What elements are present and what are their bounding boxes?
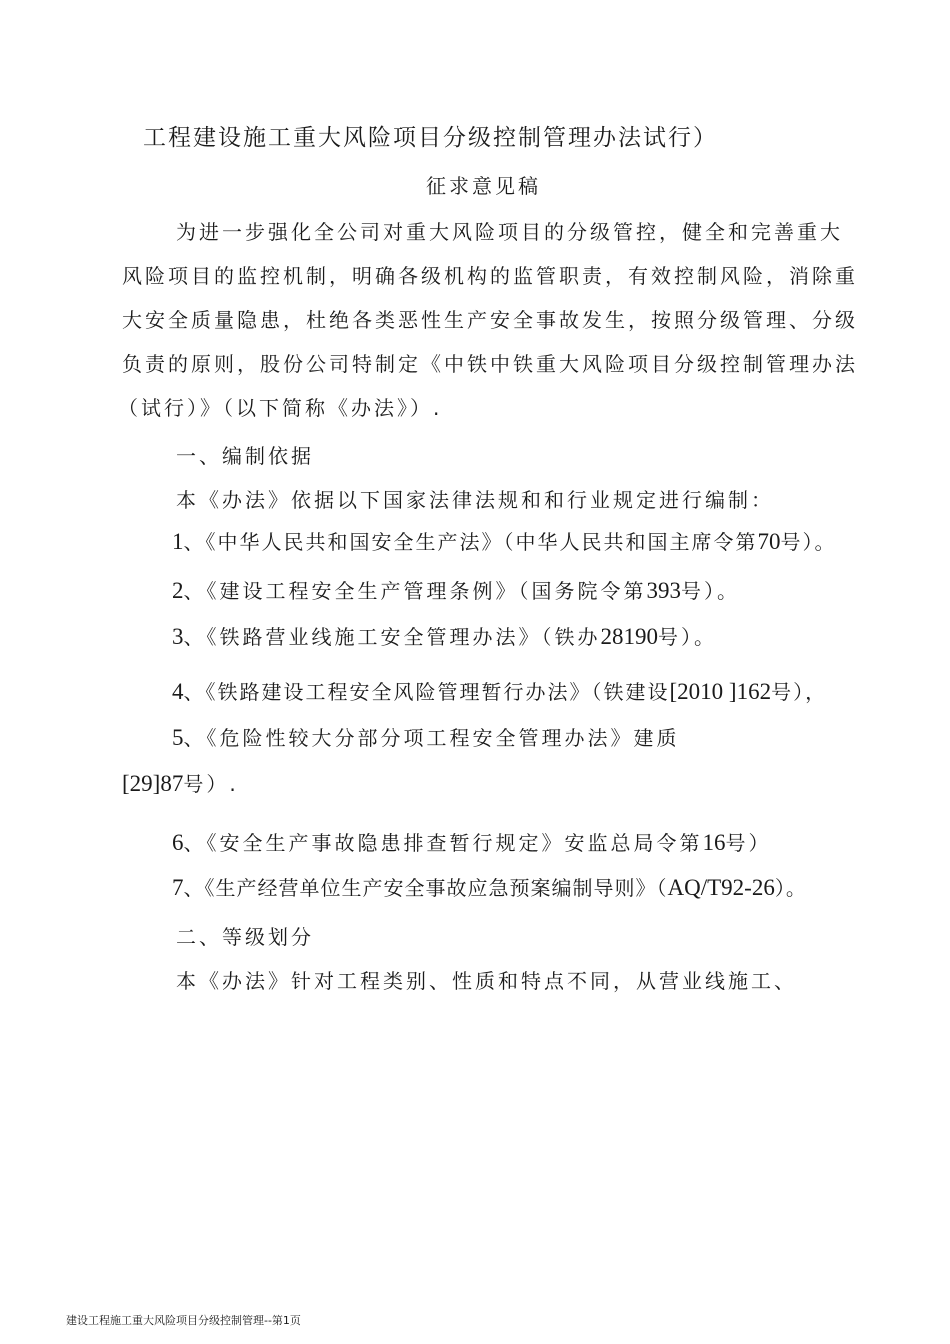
basis-item-2 <box>172 577 740 605</box>
item-tail: 号）。 <box>658 625 717 649</box>
section-heading-grading: 二、等级划分 <box>176 925 314 949</box>
item-tail: 号）。 <box>681 579 740 603</box>
item-text: 、《安全生产事故隐患排查暂行规定》安监总局令第 <box>183 831 703 855</box>
intro-line-1: 为进一步强化全公司对重大风险项目的分级管控，健全和完善重大 <box>176 220 843 244</box>
basis-item-4 <box>172 678 827 706</box>
item-text: 、《铁路建设工程安全风险管理暂行办法》（铁建设 <box>183 680 670 704</box>
item-code: 393 <box>646 578 681 603</box>
intro-line-2: 风险项目的监控机制，明确各级机构的监管职责，有效控制风险，消除重 <box>122 264 858 288</box>
item-tail: 号）。 <box>780 530 837 554</box>
item-tail: 号）. <box>183 772 239 796</box>
basis-item-7 <box>172 874 807 902</box>
item-number: 2 <box>172 578 184 603</box>
item-text: 、《中华人民共和国安全生产法》（中华人民共和国主席令第 <box>183 530 758 554</box>
page-footer: 建设工程施工重大风险项目分级控制管理--第1页 <box>66 1314 301 1327</box>
item-tail: 号）， <box>771 680 828 704</box>
intro-line-3: 大安全质量隐患，杜绝各类恶性生产安全事故发生，按照分级管理、分级 <box>122 308 858 332</box>
basis-item-1 <box>172 528 837 556</box>
item-text: 、《铁路营业线施工安全管理办法》（铁办 <box>183 625 601 649</box>
item-number: 3 <box>172 624 184 649</box>
item-tail: 号） <box>725 831 772 855</box>
intro-line-5: （试行）》（以下简称《办法》）. <box>118 396 443 420</box>
item-tail: ）。 <box>774 876 807 900</box>
item-code: AQ/T92-26 <box>667 875 775 900</box>
basis-item-6 <box>172 829 772 857</box>
basis-item-5 <box>172 724 680 752</box>
item-number: 1 <box>172 529 184 554</box>
item-number: 5 <box>172 725 184 750</box>
basis-item-3 <box>172 623 717 651</box>
item-text: 、《建设工程安全生产管理条例》（国务院令第 <box>183 579 647 603</box>
item-text: 、《危险性较大分部分项工程安全管理办法》建质 <box>183 726 680 750</box>
item-number: 7 <box>172 875 184 900</box>
section-text-grading: 本《办法》针对工程类别、性质和特点不同，从营业线施工、 <box>176 969 797 993</box>
item-code: 70 <box>757 529 781 554</box>
item-code: [29]87 <box>122 771 184 796</box>
item-code: 16 <box>702 830 726 855</box>
item-code: [2010 ]162 <box>669 679 772 704</box>
document-subtitle: 征求意见稿 <box>426 174 541 198</box>
section-heading-basis: 一、编制依据 <box>176 444 314 468</box>
basis-item-5-continued <box>122 770 239 798</box>
item-number: 6 <box>172 830 184 855</box>
intro-line-4: 负责的原则，股份公司特制定《中铁中铁重大风险项目分级控制管理办法 <box>122 352 858 376</box>
item-code: 28190 <box>600 624 658 649</box>
section-intro-basis: 本《办法》依据以下国家法律法规和和行业规定进行编制： <box>176 488 774 512</box>
item-number: 4 <box>172 679 184 704</box>
item-text: 、《生产经营单位生产安全事故应急预案编制导则》（ <box>183 876 668 900</box>
document-title: 工程建设施工重大风险项目分级控制管理办法试行） <box>143 125 718 151</box>
